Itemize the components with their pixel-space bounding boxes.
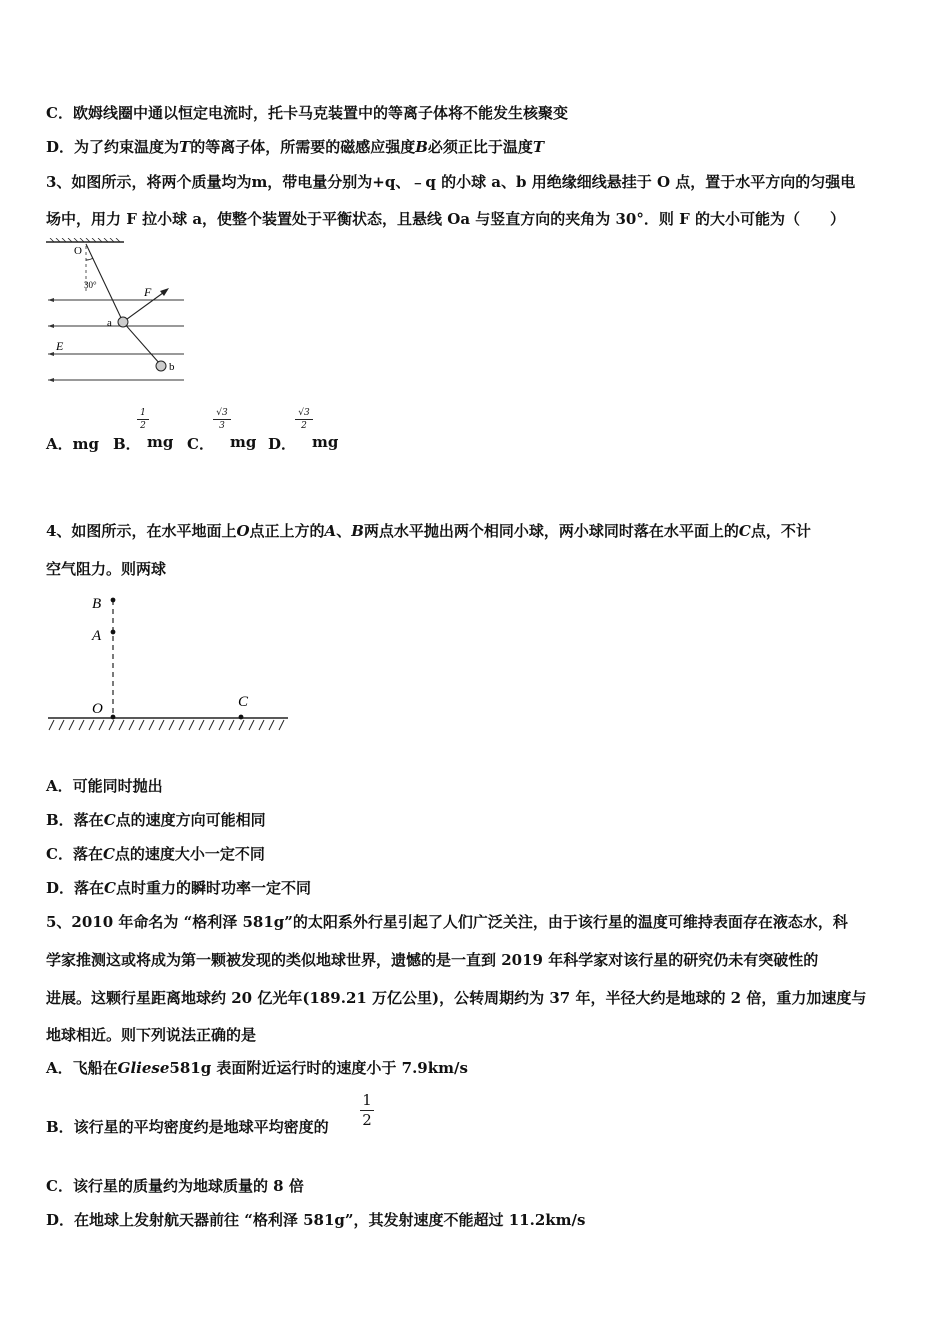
q4-option-b: B．落在C点的速度方向可能相同 [46,811,266,829]
fig4-label-b: B [92,596,102,612]
q3-option-b-fraction: 1 2 [137,408,149,431]
q3-stem-line2: 场中，用力 F 拉小球 a，使整个装置处于平衡状态，且悬线 Oa 与竖直方向的夹角为 30°．则 F 的大小可能为（ ） [46,210,845,228]
fig3-label-e: E [56,339,64,353]
q2-option-d: D．为了约束温度为T的等离子体，所需要的磁感应强度B必须正比于温度T [46,138,545,156]
q4-figure [44,590,294,740]
fig3-label-angle: 30° [84,280,97,290]
q4-option-a: A．可能同时抛出 [46,777,163,795]
fig4-label-o: O [92,701,103,717]
q3-option-c-unit: mg [230,433,257,451]
q5-stem-line1: 5、2010 年命名为 “格利泽 581g”的太阳系外行星引起了人们广泛关注，由于该行星的温度可维持表面存在液态水，科 [46,913,848,931]
q5-option-a: A．飞船在Gliese581g 表面附近运行时的速度小于 7.9km/s [46,1059,468,1077]
q5-option-c: C．该行星的质量约为地球质量的 8 倍 [46,1177,304,1195]
q5-stem-line4: 地球相近。则下列说法正确的是 [46,1026,257,1044]
q5-stem-line3: 进展。这颗行星距离地球约 20 亿光年(189.21 万亿公里)，公转周期约为 37 年，半径大约是地球的 2 倍，重力加速度与 [46,989,867,1007]
q3-stem-line1: 3、如图所示，将两个质量均为m，带电量分别为+q、﹣q 的小球 a、b 用绝缘细线悬挂于 O 点，置于水平方向的匀强电 [46,173,856,191]
q2-option-c: C．欧姆线圈中通以恒定电流时，托卡马克装置中的等离子体将不能发生核聚变 [46,104,568,122]
q4-option-c: C．落在C点的速度大小一定不同 [46,845,265,863]
q3-option-c-label: C． [187,435,214,453]
q3-option-c-fraction: √3 3 [213,408,231,431]
q4-option-d: D．落在C点时重力的瞬时功率一定不同 [46,879,311,897]
q4-stem-line2: 空气阻力。则两球 [46,560,167,578]
q5-option-d: D．在地球上发射航天器前往 “格利泽 581g”，其发射速度不能超过 11.2km/s [46,1211,586,1229]
fig3-label-o: O [74,245,82,257]
q3-option-b-unit: mg [147,433,174,451]
q5-option-b: B．该行星的平均密度约是地球平均密度的 [46,1118,329,1136]
fig3-label-b: b [169,361,175,373]
fig4-label-a: A [92,628,102,644]
fig3-label-a: a [107,317,112,329]
q3-option-b-label: B． [113,435,141,453]
q3-option-d-label: D． [268,435,297,453]
q3-figure [44,238,189,388]
q3-option-d-fraction: √3 2 [295,408,313,431]
fig3-label-f: F [144,285,152,299]
q5-option-b-fraction: 1 2 [360,1092,374,1129]
q4-stem-line1: 4、如图所示，在水平地面上O点正上方的A、B两点水平抛出两个相同小球，两小球同时落在水平面上的C点，不计 [46,522,811,540]
q3-option-d-unit: mg [312,433,339,451]
q3-option-a: A．mg [46,435,99,453]
fig4-label-c: C [238,694,249,710]
q5-stem-line2: 学家推测这或将成为第一颗被发现的类似地球世界，遗憾的是一直到 2019 年科学家对该行星的研究仍未有突破性的 [46,951,819,969]
